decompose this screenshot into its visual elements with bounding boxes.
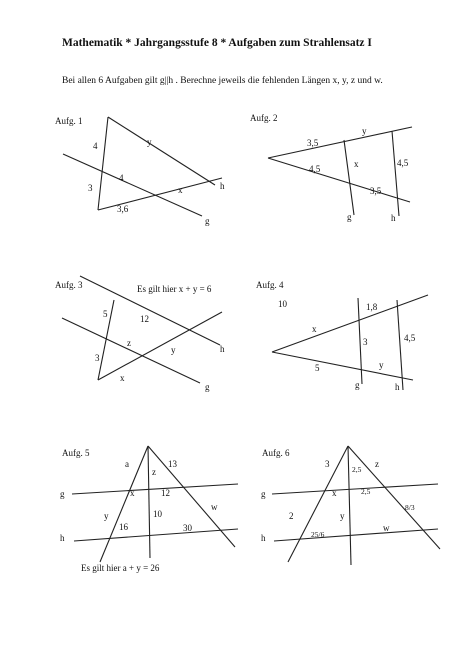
task-6-value-c: 2,5 (352, 465, 362, 474)
task-6-value-j: w (383, 523, 390, 533)
task-4-line-h-label: h (395, 382, 400, 392)
task-5-line-h (74, 529, 238, 541)
task-1-value-d: 3 (88, 183, 93, 193)
task-6-line-h-label: h (261, 533, 266, 543)
task-1-value-b: y (147, 137, 152, 147)
task-5-value-b: 13 (168, 459, 177, 469)
task-5-value-g: y (104, 511, 109, 521)
task-4-label: Aufg. 4 (256, 280, 284, 290)
task-2-line-bottom (268, 158, 410, 202)
task-4-line-g-label: g (355, 380, 360, 390)
task-1-line-h (108, 117, 215, 185)
task-6-line-g (272, 484, 438, 494)
task-5-value-a: a (125, 459, 129, 469)
task-6-ray-left (288, 446, 348, 562)
task-1-value-f: 3,6 (117, 204, 129, 214)
task-3-line-g (62, 318, 200, 383)
task-1-line-h-label: h (220, 181, 225, 191)
task-5-value-c: z (152, 467, 156, 477)
task-6-value-g: 2 (289, 511, 294, 521)
task-5-line-g-label: g (60, 489, 65, 499)
task-4-line-top (272, 295, 428, 352)
task-1-value-a: 4 (93, 141, 98, 151)
page-title: Mathematik * Jahrgangsstufe 8 * Aufgaben zum Strahlensatz I (62, 37, 372, 49)
task-6-value-e: 2,5 (361, 487, 371, 496)
task-2-line-h-label: h (391, 213, 396, 223)
task-6-figure (261, 446, 440, 565)
task-2-label: Aufg. 2 (250, 113, 278, 123)
task-5-line-h-label: h (60, 533, 65, 543)
task-2-value-c: 4,5 (309, 164, 321, 174)
task-4-value-a: 10 (278, 299, 287, 309)
task-3-value-c: z (127, 338, 131, 348)
task-3-figure (55, 276, 225, 392)
task-6-line-h (274, 529, 438, 541)
task-2-line-g-label: g (347, 212, 352, 222)
task-3-note: Es gilt hier x + y = 6 (137, 284, 212, 294)
task-6-line-g-label: g (261, 489, 266, 499)
task-1-parallel-left (98, 117, 108, 210)
task-3-value-b: 12 (140, 314, 149, 324)
task-5-value-i: 16 (119, 522, 128, 532)
task-1-figure (55, 116, 225, 226)
task-4-figure (256, 280, 428, 392)
task-5-value-h: 10 (153, 509, 162, 519)
task-1-label: Aufg. 1 (55, 116, 83, 126)
task-5-label: Aufg. 5 (62, 448, 90, 458)
task-3-value-a: 5 (103, 309, 108, 319)
task-2-value-b: y (362, 126, 367, 136)
task-6-value-a: 3 (325, 459, 330, 469)
task-5-value-j: 30 (183, 523, 192, 533)
task-2-value-a: 3,5 (307, 138, 319, 148)
task-4-line-g (358, 298, 362, 384)
task-6-value-b: z (375, 459, 379, 469)
task-6-ray-right (348, 446, 440, 549)
task-2-value-e: 4,5 (397, 158, 409, 168)
intro-text: Bei allen 6 Aufgaben gilt g||h . Berechne jeweils die fehlenden Längen x, y, z und w. (62, 76, 383, 86)
task-3-parallel-right (98, 312, 222, 380)
task-3-line-h-label: h (220, 344, 225, 354)
task-5-figure (60, 446, 238, 573)
task-4-value-f: 5 (315, 363, 320, 373)
task-6-label: Aufg. 6 (262, 448, 290, 458)
task-2-value-d: x (354, 159, 359, 169)
task-4-line-bottom (272, 352, 413, 380)
task-4-value-e: 4,5 (404, 333, 416, 343)
task-6-ray-middle (348, 446, 351, 565)
task-3-value-d: y (171, 345, 176, 355)
task-4-value-d: 3 (363, 337, 368, 347)
task-3-line-g-label: g (205, 382, 210, 392)
task-2-value-f: 3,5 (370, 186, 382, 196)
task-2-line-g (344, 140, 354, 215)
task-4-value-b: 1,8 (366, 302, 378, 312)
task-4-value-g: y (379, 360, 384, 370)
task-5-value-e: 12 (161, 488, 170, 498)
task-4-value-c: x (312, 324, 317, 334)
task-6-value-f: 8/3 (405, 503, 415, 512)
task-2-line-h (392, 131, 399, 216)
task-6-value-h: y (340, 511, 345, 521)
task-5-ray-left (100, 446, 148, 562)
task-3-label: Aufg. 3 (55, 280, 83, 290)
task-1-line-g-label: g (205, 216, 210, 226)
task-6-value-d: x (332, 488, 337, 498)
task-2-figure (250, 113, 412, 223)
task-6-value-i: 25/6 (311, 530, 325, 539)
task-5-value-d: x (130, 488, 135, 498)
task-2-line-top (268, 127, 412, 158)
task-3-value-e: 3 (95, 353, 100, 363)
task-1-value-c: 4 (119, 173, 124, 183)
task-5-value-f: w (211, 502, 218, 512)
task-1-value-e: x (178, 185, 183, 195)
task-5-line-g (72, 484, 238, 494)
task-5-note: Es gilt hier a + y = 26 (81, 563, 160, 573)
task-3-value-f: x (120, 373, 125, 383)
task-5-ray-middle (148, 446, 150, 558)
